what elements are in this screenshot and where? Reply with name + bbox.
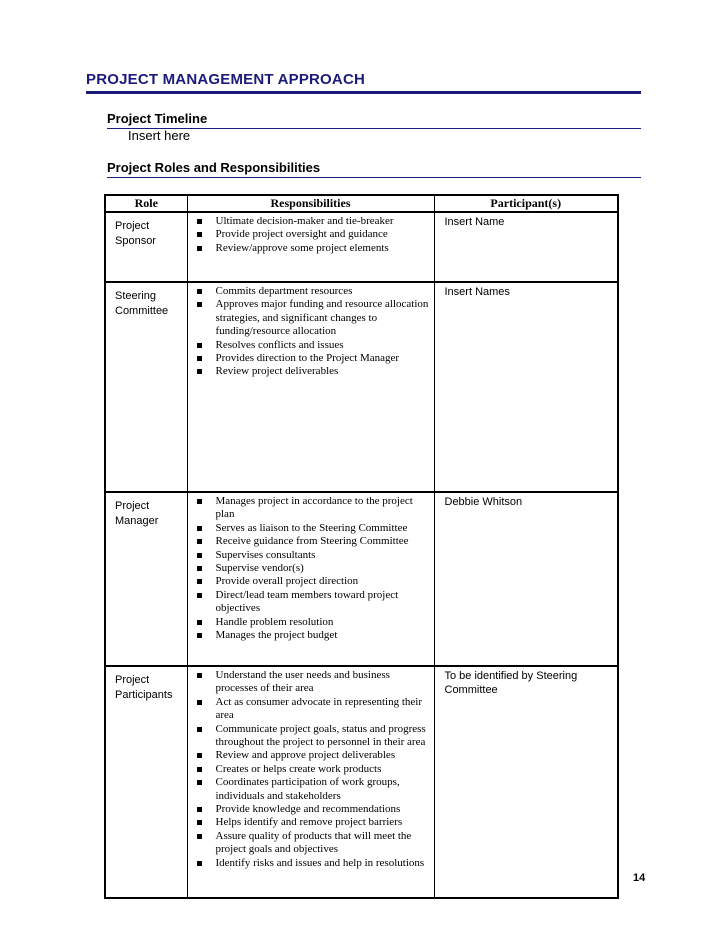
- responsibility-item: Approves major funding and resource allocation strategies, and significant changes to funding/resource allocation: [215, 298, 429, 338]
- responsibility-item: Assure quality of products that will meet the project goals and objectives: [216, 830, 430, 857]
- header-responsibilities: Responsibilities: [187, 195, 434, 212]
- role-name-line: Participants: [115, 689, 173, 701]
- responsibility-item: Review project deliverables: [216, 365, 430, 378]
- responsibility-item: Supervises consultants: [216, 549, 430, 562]
- role-name-line: Project: [115, 220, 150, 232]
- timeline-placeholder: Insert here: [128, 128, 191, 143]
- participants-cell: Insert Names: [434, 282, 618, 492]
- section-heading-timeline: Project Timeline: [107, 111, 208, 126]
- responsibilities-cell: [187, 492, 434, 666]
- role-name-line: Project: [115, 674, 150, 686]
- participants-cell: Insert Name: [434, 212, 618, 282]
- responsibility-item: Ultimate decision-maker and tie-breaker: [216, 215, 430, 228]
- table-row: [105, 212, 618, 282]
- responsibility-item: Helps identify and remove project barriers: [216, 816, 430, 829]
- table-row: [105, 492, 618, 666]
- responsibilities-cell: [187, 212, 434, 282]
- responsibility-item: Act as consumer advocate in representing their area: [216, 696, 430, 723]
- section-heading-roles: Project Roles and Responsibilities: [107, 160, 321, 175]
- responsibility-item: Review and approve project deliverables: [216, 749, 430, 762]
- responsibility-item: Commits department resources: [216, 285, 430, 298]
- participants-cell: To be identified by Steering Committee: [434, 666, 618, 898]
- table-header-row: [105, 195, 618, 212]
- roles-table: [104, 194, 619, 899]
- responsibility-item: Handle problem resolution: [216, 616, 430, 629]
- page-number: 14: [633, 872, 646, 884]
- role-name-line: Sponsor: [115, 235, 156, 247]
- participants-cell: Debbie Whitson: [434, 492, 618, 666]
- responsibilities-cell: [187, 666, 434, 898]
- responsibility-item: Direct/lead team members toward project objectives: [216, 589, 430, 616]
- responsibility-item: Communicate project goals, status and progress throughout the project to personnel in their area: [216, 723, 430, 750]
- responsibility-item: Understand the user needs and business processes of their area: [216, 669, 430, 696]
- responsibility-item: Manages the project budget: [216, 629, 430, 642]
- role-cell: [105, 492, 187, 666]
- role-name-line: Project: [115, 500, 150, 512]
- role-name-line: Manager: [115, 515, 159, 527]
- table-row: [105, 666, 618, 898]
- responsibilities-cell: [187, 282, 434, 492]
- responsibility-item: Identify risks and issues and help in resolutions: [216, 857, 430, 870]
- responsibility-item: Supervise vendor(s): [216, 562, 430, 575]
- role-cell: [105, 666, 187, 898]
- responsibility-item: Provides direction to the Project Manager: [216, 352, 430, 365]
- responsibility-item: Provide overall project direction: [216, 575, 430, 588]
- responsibility-item: Receive guidance from Steering Committee: [216, 535, 430, 548]
- responsibility-item: Coordinates participation of work groups, individuals and stakeholders: [216, 776, 430, 803]
- responsibility-item: Creates or helps create work products: [216, 763, 430, 776]
- role-cell: [105, 212, 187, 282]
- responsibility-item: Resolves conflicts and issues: [216, 339, 430, 352]
- table-row: [105, 282, 618, 492]
- title-rule: [86, 91, 641, 94]
- header-role: Role: [105, 195, 187, 212]
- responsibility-item: Manages project in accordance to the project plan: [216, 495, 430, 522]
- role-name-line: Steering: [115, 290, 156, 302]
- role-name-line: Committee: [115, 305, 169, 317]
- role-cell: [105, 282, 187, 492]
- header-participants: Participant(s): [434, 195, 618, 212]
- page-title: PROJECT MANAGEMENT APPROACH: [86, 71, 366, 88]
- responsibility-item: Review/approve some project elements: [216, 242, 430, 255]
- responsibility-item: Serves as liaison to the Steering Committee: [216, 522, 430, 535]
- responsibility-item: Provide project oversight and guidance: [216, 228, 430, 241]
- responsibility-item: Provide knowledge and recommendations: [216, 803, 430, 816]
- section-rule-roles: [107, 177, 641, 178]
